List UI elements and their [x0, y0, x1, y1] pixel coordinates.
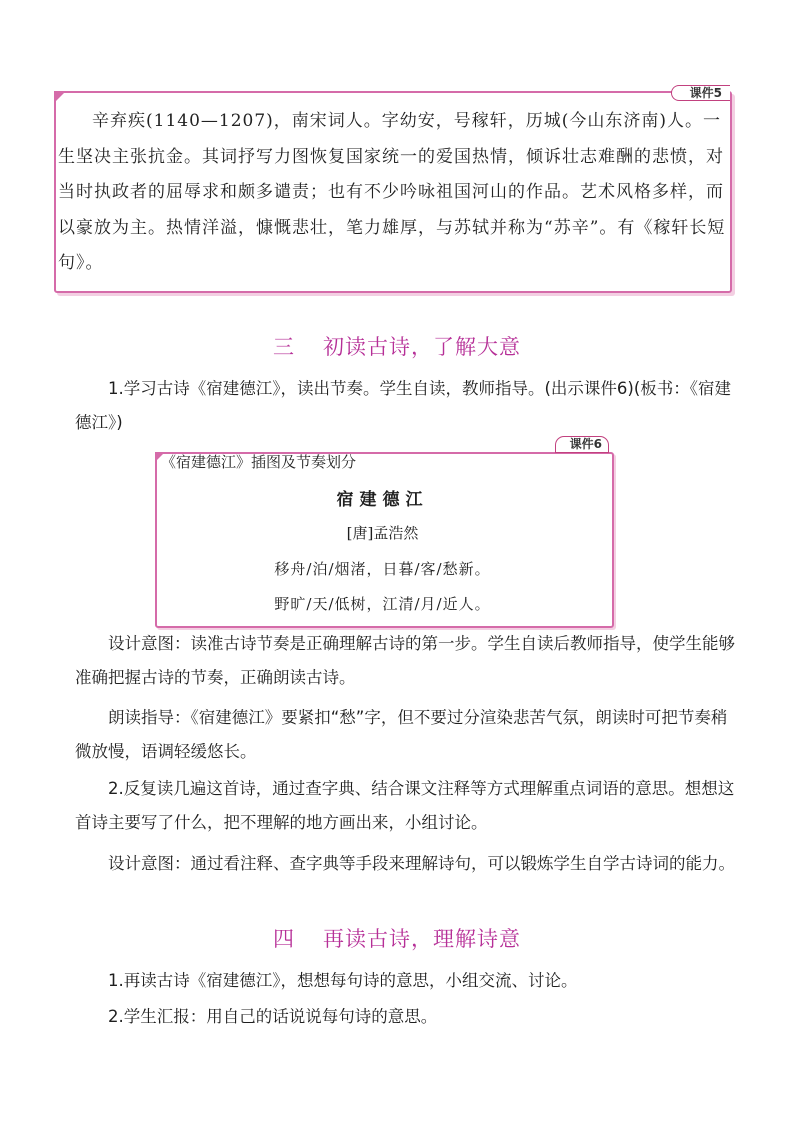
author-bio	[58, 104, 726, 282]
section-3-heading	[0, 331, 794, 361]
section-3-step-2: 2.反复读几遍这首诗，通过查字典、结合课文注释等方式理解重点词语的意思。想想这首诗主要写了什么，把不理解的地方画出来，小组讨论。	[75, 779, 735, 832]
poem-line-1: 移舟/泊/烟渚，日暮/客/愁新。	[274, 560, 491, 578]
design-intent-2: 设计意图：通过看注释、查字典等手段来理解诗句，可以锻炼学生自学古诗词的能力。	[108, 854, 735, 873]
poem-line-2: 野旷/天/低树，江清/月/近人。	[274, 595, 491, 613]
poem-title: 宿建德江	[336, 490, 429, 510]
section-4-heading	[0, 923, 794, 953]
courseware-6-tag: 课件6	[555, 436, 609, 453]
poem-caption: 《宿建德江》插图及节奏划分	[161, 453, 357, 471]
section-3-step-1: 1.学习古诗《宿建德江》，读出节奏。学生自读，教师指导。(出示课件6)(板书：《宿建德江》)	[75, 379, 732, 432]
section-4-step-1: 1.再读古诗《宿建德江》，想想每句诗的意思，小组交流、讨论。	[108, 971, 578, 990]
corner-ornament	[54, 91, 66, 103]
section-3-number: 三	[273, 335, 295, 359]
courseware-5-tag: 课件5	[671, 85, 730, 101]
poem-author: [唐]孟浩然	[346, 524, 419, 542]
author-bio-text: 辛弃疾(1140—1207)，南宋词人。字幼安，号稼轩，历城(今山东济南)人。一生坚决主张抗金。其词抒写力图恢复国家统一的爱国热情，倾诉壮志难酬的悲愤，对当时执政者的屈辱求和颇多谴责；也有不少吟咏祖国河山的作品。艺术风格多样，而以豪放为主。热情洋溢，慷慨悲壮，笔力雄厚，与苏轼并称为“苏辛”。有《稼轩长短句》。	[58, 111, 726, 273]
reading-guide: 朗读指导：《宿建德江》要紧扣“愁”字，但不要过分渲染悲苦气氛，朗读时可把节奏稍微放慢，语调轻缓悠长。	[75, 708, 728, 761]
section-4-step-2: 2.学生汇报：用自己的话说说每句诗的意思。	[108, 1007, 438, 1026]
design-intent-1: 设计意图：读准古诗节奏是正确理解古诗的第一步。学生自读后教师指导，使学生能够准确把握古诗的节奏，正确朗读古诗。	[75, 634, 735, 687]
section-4-number: 四	[273, 927, 295, 951]
section-4-title: 再读古诗，理解诗意	[323, 927, 521, 951]
section-3-title: 初读古诗，了解大意	[323, 335, 521, 359]
